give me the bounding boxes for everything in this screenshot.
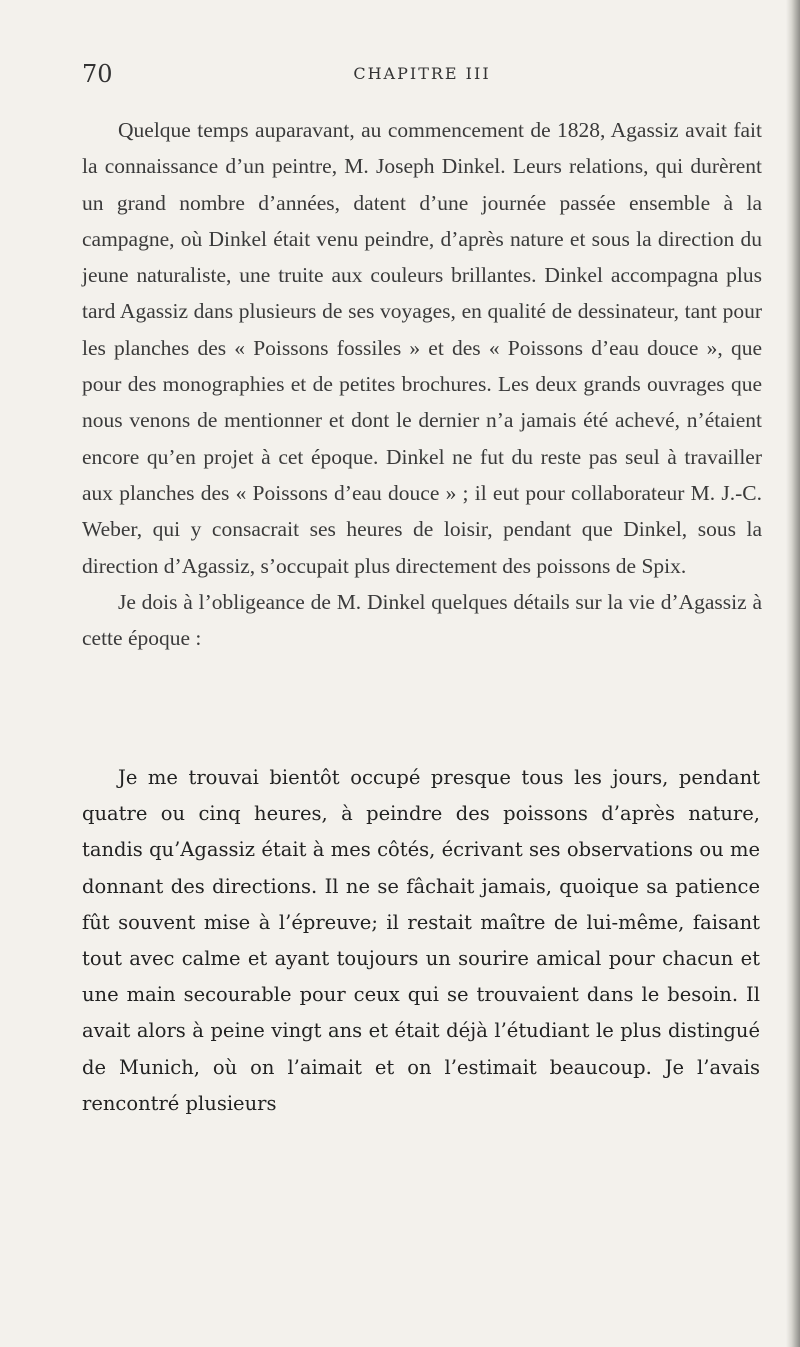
paragraph: Je dois à l’obligeance de M. Dinkel quelques détails sur la vie d’Agassiz à cette époque : bbox=[82, 589, 762, 651]
paragraph: Quelque temps auparavant, au commencement de 1828, Agassiz avait fait la connaissance d’un peintre, M. Joseph Dinkel. Leurs relations, qui durèrent un grand nombre d’années, datent d’une journée passée ensemble à la campagne, où Dinkel était venu peindre, d’après nature et sous la direction du jeune naturaliste, une truite aux couleurs brillantes. Dinkel accompagna plus tard Agassiz dans plusieurs de ses voyages, en qualité de dessinateur, tant pour les planches des « Poissons fossiles » et des « Poissons d’eau douce », que pour des monographies et de petites brochures. Les deux grands ouvrages que nous venons de mentionner et dont le dernier n’a jamais été achevé, n’étaient encore qu’en projet à cet époque. Dinkel ne fut du reste pas seul à travailler aux planches des « Poissons d’eau douce » ; il eut pour collaborateur M. J.-C. Weber, qui y consacrait ses heures de loisir, pendant que Dinkel, sous la direction d’Agassiz, s’occupait plus directement des poissons de Spix. bbox=[82, 118, 762, 578]
quote-paragraph: Je me trouvai bientôt occupé presque tous les jours, pendant quatre ou cinq heures, à peindre des poissons d’après nature, tandis qu’Agassiz était à mes côtés, écrivant ses observations ou me donnant des directions. Il ne se fâchait jamais, quoique sa patience fût souvent mise à l’épreuve; il restait maître de lui-même, faisant tout avec calme et ayant toujours un sourire amical pour chacun et une main secourable pour ceux qui se trouvaient dans le besoin. Il avait alors à peine vingt ans et était déjà l’étudiant le plus distingué de Munich, où on l’aimait et on l’estimait beaucoup. Je l’avais rencontré plusieurs bbox=[82, 766, 760, 1115]
page-edge-shadow bbox=[786, 0, 800, 1347]
quoted-passage bbox=[82, 760, 760, 1122]
running-title: CHAPITRE III bbox=[353, 64, 491, 83]
body-text bbox=[82, 112, 762, 656]
page-number: 70 bbox=[82, 60, 113, 88]
page-header bbox=[82, 60, 762, 90]
